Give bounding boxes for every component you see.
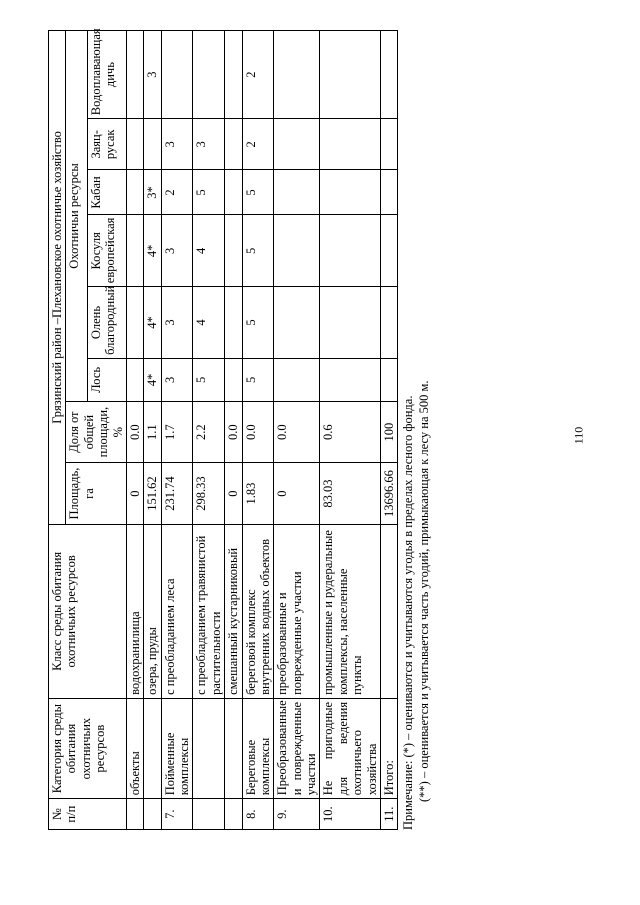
table-row bbox=[161, 31, 193, 830]
cell-value bbox=[274, 170, 320, 215]
cell-area: 1.83 bbox=[242, 463, 274, 524]
cell-share: 0.0 bbox=[126, 401, 143, 462]
cell-value: 3 bbox=[161, 287, 193, 359]
cell-category bbox=[144, 698, 161, 798]
cell-value bbox=[274, 358, 320, 401]
cell-value: 4* bbox=[144, 358, 161, 401]
cell-class: промышленные и рудеральные комплексы, населенные пункты bbox=[320, 524, 381, 698]
cell-category: Итого: bbox=[380, 698, 397, 798]
cell-value: 2 bbox=[242, 31, 274, 119]
table-row bbox=[225, 31, 242, 830]
cell-value bbox=[225, 170, 242, 215]
cell-class: смешанный кустарниковый bbox=[225, 524, 242, 698]
col-header-category: Категория среды обитания охотничьих ресурсов bbox=[49, 698, 127, 798]
cell-value: 5 bbox=[242, 215, 274, 287]
cell-category bbox=[193, 698, 225, 798]
cell-value bbox=[225, 287, 242, 359]
cell-value: 3 bbox=[161, 119, 193, 170]
col-header-species: Кабан bbox=[87, 170, 126, 215]
cell-value bbox=[126, 119, 143, 170]
cell-category: объекты bbox=[126, 698, 143, 798]
cell-value bbox=[380, 358, 397, 401]
cell-class: водохранилища bbox=[126, 524, 143, 698]
cell-num bbox=[193, 799, 225, 830]
cell-value bbox=[225, 358, 242, 401]
cell-share: 0.0 bbox=[274, 401, 320, 462]
cell-value bbox=[126, 31, 143, 119]
cell-num bbox=[225, 799, 242, 830]
cell-value bbox=[126, 170, 143, 215]
table-row bbox=[126, 31, 143, 830]
cell-value: 5 bbox=[242, 358, 274, 401]
cell-area: 0 bbox=[225, 463, 242, 524]
cell-value bbox=[225, 119, 242, 170]
col-header-area: Площадь, га bbox=[66, 463, 127, 524]
cell-value bbox=[126, 215, 143, 287]
cell-value: 2 bbox=[242, 119, 274, 170]
cell-value bbox=[274, 287, 320, 359]
col-header-species: Лось bbox=[87, 358, 126, 401]
table-row bbox=[242, 31, 274, 830]
cell-category: Преобразованные и поврежденные участки bbox=[274, 698, 320, 798]
cell-value: 5 bbox=[193, 170, 225, 215]
cell-value bbox=[225, 215, 242, 287]
cell-value bbox=[320, 215, 381, 287]
cell-value: 5 bbox=[242, 287, 274, 359]
cell-share: 100 bbox=[380, 401, 397, 462]
cell-share: 0.0 bbox=[242, 401, 274, 462]
cell-value bbox=[274, 31, 320, 119]
cell-area: 0 bbox=[274, 463, 320, 524]
col-header-class: Класс среды обитания охотничьих ресурсов bbox=[49, 524, 127, 698]
cell-num bbox=[144, 799, 161, 830]
cell-value bbox=[320, 358, 381, 401]
cell-value bbox=[161, 31, 193, 119]
group-header-resources: Охотничьи ресурсы bbox=[66, 31, 87, 402]
cell-value bbox=[320, 119, 381, 170]
col-header-species: Косуля европейская bbox=[87, 215, 126, 287]
cell-value bbox=[225, 31, 242, 119]
cell-value bbox=[380, 119, 397, 170]
cell-num: 8. bbox=[242, 799, 274, 830]
col-header-share: Доля от общей площади, % bbox=[66, 401, 127, 462]
cell-value: 3* bbox=[144, 170, 161, 215]
cell-category: Береговые комплексы bbox=[242, 698, 274, 798]
habitat-table bbox=[48, 30, 398, 830]
cell-value bbox=[144, 119, 161, 170]
cell-category: Не пригодные для ведения охотничьего хозяйства bbox=[320, 698, 381, 798]
cell-value: 4 bbox=[193, 215, 225, 287]
cell-value bbox=[320, 287, 381, 359]
cell-class: с преобладанием травянистой растительности bbox=[193, 524, 225, 698]
cell-value bbox=[380, 287, 397, 359]
cell-value: 4 bbox=[193, 287, 225, 359]
cell-value: 4* bbox=[144, 287, 161, 359]
cell-category: Пойменные комплексы bbox=[161, 698, 193, 798]
cell-value bbox=[126, 287, 143, 359]
cell-value bbox=[193, 31, 225, 119]
cell-num: 10. bbox=[320, 799, 381, 830]
cell-value bbox=[380, 170, 397, 215]
cell-num bbox=[126, 799, 143, 830]
cell-num: 11. bbox=[380, 799, 397, 830]
cell-class: преобразованные и поврежденные участки bbox=[274, 524, 320, 698]
cell-class bbox=[380, 524, 397, 698]
cell-value: 4* bbox=[144, 215, 161, 287]
cell-area: 151.62 bbox=[144, 463, 161, 524]
cell-value: 3 bbox=[144, 31, 161, 119]
cell-num: 7. bbox=[161, 799, 193, 830]
cell-area: 13696.66 bbox=[380, 463, 397, 524]
cell-value bbox=[274, 215, 320, 287]
cell-area: 298.33 bbox=[193, 463, 225, 524]
table-notes bbox=[401, 30, 432, 830]
col-header-species: Заяц-русак bbox=[87, 119, 126, 170]
note-line: Примечание: (*) – оцениваются и учитываются угодья в пределах лесного фонда. bbox=[401, 395, 416, 830]
cell-value: 3 bbox=[161, 215, 193, 287]
cell-value: 5 bbox=[193, 358, 225, 401]
cell-value bbox=[126, 358, 143, 401]
cell-value bbox=[274, 119, 320, 170]
table-row bbox=[320, 31, 381, 830]
page-number: 110 bbox=[571, 426, 586, 445]
cell-value bbox=[380, 215, 397, 287]
table-row bbox=[144, 31, 161, 830]
cell-share: 0.0 bbox=[225, 401, 242, 462]
cell-value: 5 bbox=[242, 170, 274, 215]
col-header-species: Олень благородный bbox=[87, 287, 126, 359]
cell-value bbox=[320, 170, 381, 215]
cell-share: 0.6 bbox=[320, 401, 381, 462]
cell-value: 3 bbox=[161, 358, 193, 401]
cell-class: с преобладанием леса bbox=[161, 524, 193, 698]
cell-value bbox=[320, 31, 381, 119]
table-row bbox=[274, 31, 320, 830]
note-line: (**) – оценивается и учитывается часть угодий, примыкающая к лесу на 500 м. bbox=[416, 380, 431, 802]
cell-area: 231.74 bbox=[161, 463, 193, 524]
cell-share: 1.1 bbox=[144, 401, 161, 462]
rotated-page-content bbox=[48, 28, 431, 830]
cell-area: 0 bbox=[126, 463, 143, 524]
cell-area: 83.03 bbox=[320, 463, 381, 524]
cell-value: 2 bbox=[161, 170, 193, 215]
table-row bbox=[380, 31, 397, 830]
cell-share: 2.2 bbox=[193, 401, 225, 462]
cell-category bbox=[225, 698, 242, 798]
cell-value: 3 bbox=[193, 119, 225, 170]
cell-class: озера, пруды bbox=[144, 524, 161, 698]
cell-num: 9. bbox=[274, 799, 320, 830]
cell-class: береговой комплекс внутренних водных объектов bbox=[242, 524, 274, 698]
cell-value bbox=[380, 31, 397, 119]
table-row bbox=[193, 31, 225, 830]
col-header-num: № п/п bbox=[49, 799, 127, 830]
cell-share: 1.7 bbox=[161, 401, 193, 462]
col-header-species: Водоплавающая дичь bbox=[87, 31, 126, 119]
table-title: Грязинский район –Плехановское охотничье хозяйство bbox=[49, 31, 66, 525]
